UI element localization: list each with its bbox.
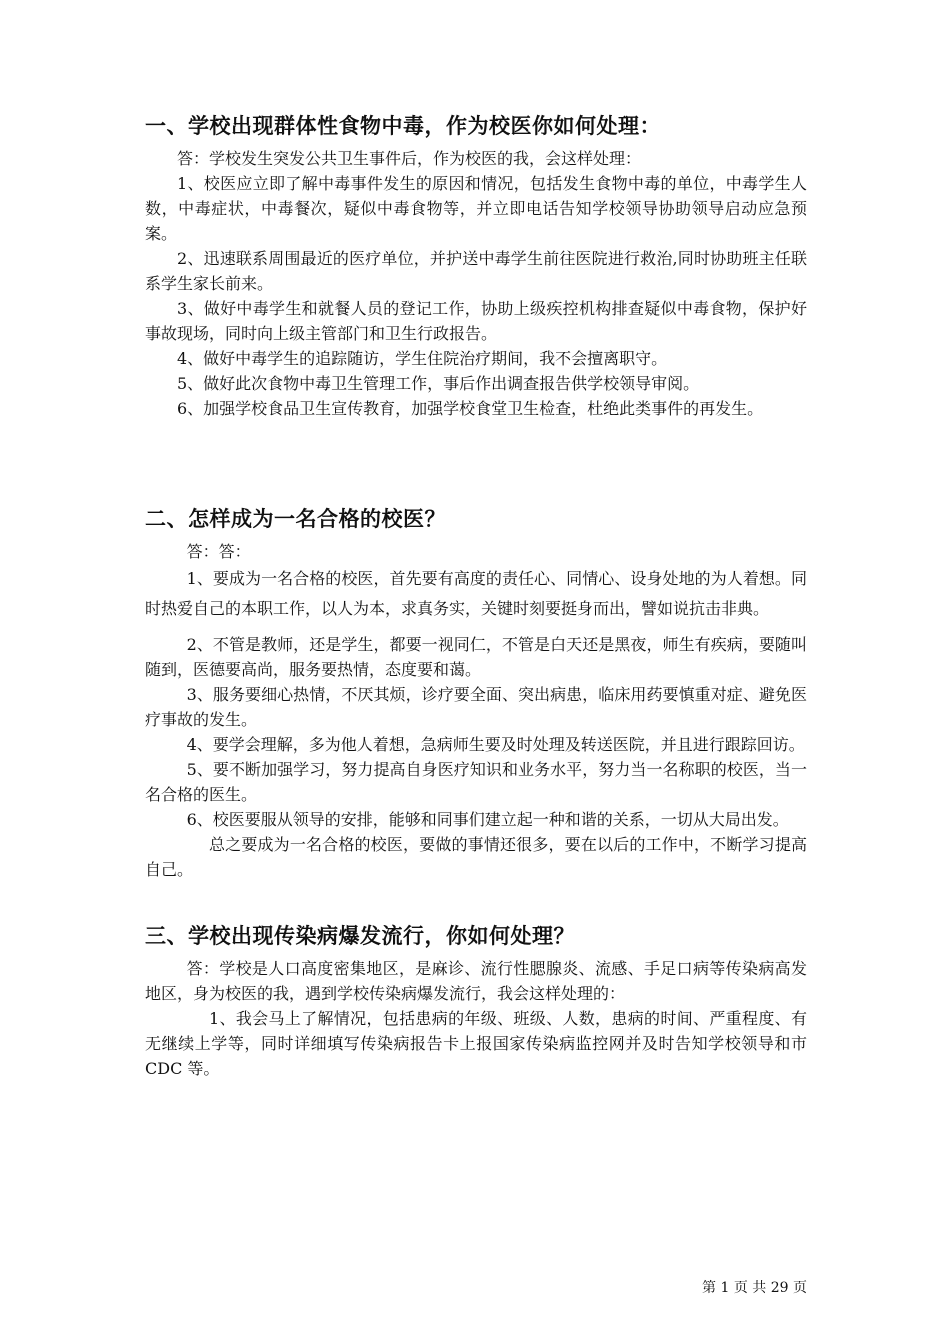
- section-1-paragraph: 5、做好此次食物中毒卫生管理工作，事后作出调查报告供学校领导审阅。: [177, 374, 700, 393]
- section-1-paragraph: 1、校医应立即了解中毒事件发生的原因和情况，包括发生食物中毒的单位，中毒学生人数，中毒症状，中毒餐次，疑似中毒食物等，并立即电话告知学校领导协助领导启动应急预案。: [145, 174, 807, 243]
- section-1-paragraph: 3、做好中毒学生和就餐人员的登记工作，协助上级疾控机构排查疑似中毒食物，保护好事故现场，同时向上级主管部门和卫生行政报告。: [145, 299, 807, 343]
- section-2-paragraph: 3、服务要细心热情，不厌其烦，诊疗要全面、突出病患，临床用药要慎重对症、避免医疗事故的发生。: [145, 685, 807, 729]
- document-body: [145, 112, 807, 1081]
- section-2-paragraph: 答：答：: [186, 542, 251, 561]
- section-1-body: [145, 146, 807, 421]
- section-1-paragraph: 4、做好中毒学生的追踪随访，学生住院治疗期间，我不会擅离职守。: [177, 349, 668, 368]
- section-2-paragraph: 4、要学会理解，多为他人着想，急病师生要及时处理及转送医院，并且进行跟踪回访。: [186, 735, 805, 754]
- section-2-body: [145, 539, 807, 882]
- paragraph-gap: [145, 624, 807, 632]
- section-2-title: 二、怎样成为一名合格的校医？: [145, 507, 446, 531]
- page-number: 第 1 页 共 29 页: [702, 1280, 807, 1296]
- section-2-paragraph: 6、校医要服从领导的安排，能够和同事们建立起一种和谐的关系，一切从大局出发。: [186, 810, 789, 829]
- section-1-paragraph: 答：学校发生突发公共卫生事件后，作为校医的我，会这样处理：: [177, 149, 642, 168]
- section-1-title: 一、学校出现群体性食物中毒，作为校医你如何处理：: [145, 114, 661, 138]
- section-2-paragraph: 1、要成为一名合格的校医，首先要有高度的责任心、同情心、设身处地的为人着想。同时热爱自己的本职工作，以人为本，求真务实，关键时刻要挺身而出，譬如说抗击非典。: [145, 569, 807, 618]
- section-1-paragraph: 6、加强学校食品卫生宣传教育，加强学校食堂卫生检查，杜绝此类事件的再发生。: [177, 399, 764, 418]
- section-2-paragraph: 5、要不断加强学习，努力提高自身医疗知识和业务水平，努力当一名称职的校医，当一名合格的医生。: [145, 760, 807, 804]
- section-2-paragraph: 2、不管是教师，还是学生，都要一视同仁，不管是白天还是黑夜，师生有疾病，要随叫随到，医德要高尚，服务要热情，态度要和蔼。: [145, 635, 807, 679]
- section-1-paragraph: 2、迅速联系周围最近的医疗单位，并护送中毒学生前往医院进行救治,同时协助班主任联系学生家长前来。: [145, 249, 807, 293]
- section-3-body: [145, 956, 807, 1081]
- section-3-title: 三、学校出现传染病爆发流行，你如何处理？: [145, 924, 575, 948]
- section-2-paragraph: 总之要成为一名合格的校医，要做的事情还很多，要在以后的工作中，不断学习提高自己。: [145, 835, 807, 879]
- section-3-paragraph: 1、我会马上了解情况，包括患病的年级、班级、人数，患病的时间、严重程度、有无继续上学等，同时详细填写传染病报告卡上报国家传染病监控网并及时告知学校领导和市 CDC 等。: [145, 1009, 807, 1078]
- section-3-paragraph: 答：学校是人口高度密集地区，是麻诊、流行性腮腺炎、流感、手足口病等传染病高发地区，身为校医的我，遇到学校传染病爆发流行，我会这样处理的：: [145, 959, 807, 1003]
